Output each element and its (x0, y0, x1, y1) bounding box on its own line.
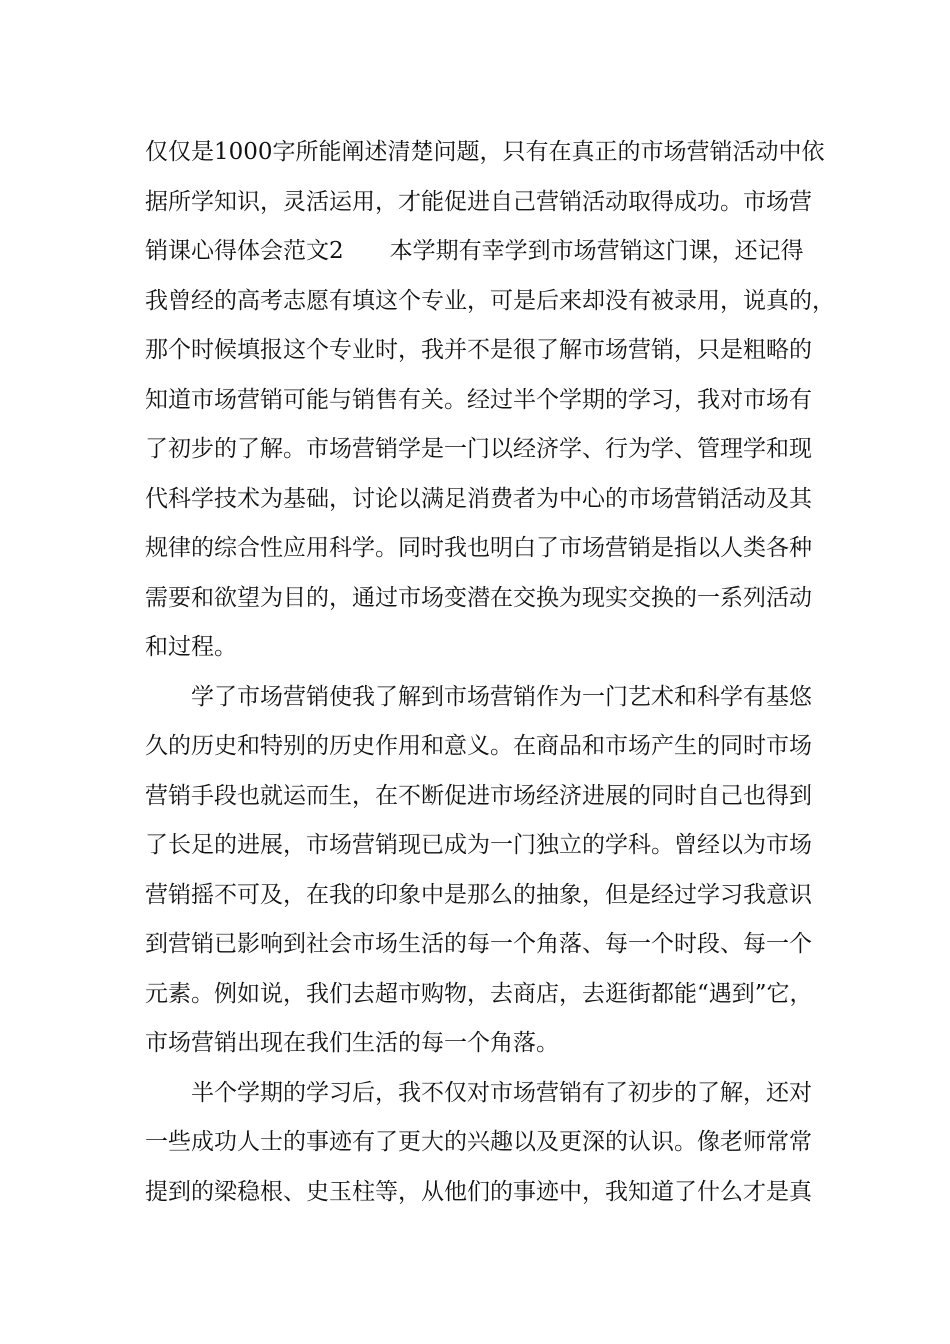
text-line: 久的历史和特别的历史作用和意义。在商品和市场产生的同时市场 (145, 733, 812, 759)
text-line: 营销摇不可及，在我的印象中是那么的抽象，但是经过学习我意识 (145, 881, 812, 908)
text-line: 我曾经的高考志愿有填这个专业，可是后来却没有被录用，说真的， (145, 287, 835, 314)
text-line: 提到的梁稳根、史玉柱等，从他们的事迹中，我知道了什么才是真 (145, 1178, 812, 1205)
text-line: 市场营销出现在我们生活的每一个角落。 (145, 1030, 559, 1056)
text-line: 了初步的了解。市场营销学是一门以经济学、行为学、管理学和现 (145, 436, 812, 462)
text-line: 那个时候填报这个专业时，我并不是很了解市场营销，只是粗略的 (145, 337, 812, 363)
text-line: 代科学技术为基础，讨论以满足消费者为中心的市场营销活动及其 (145, 485, 812, 512)
text-line: 营销手段也就运而生，在不断促进市场经济进展的同时自己也得到 (145, 782, 812, 809)
text-line: 了长足的进展，市场营销现已成为一门独立的学科。曾经以为市场 (145, 832, 812, 858)
text-line: 知道市场营销可能与销售有关。经过半个学期的学习，我对市场有 (145, 386, 812, 413)
text-line: 和过程。 (145, 634, 237, 660)
text-line: 到营销已影响到社会市场生活的每一个角落、每一个时段、每一个 (145, 931, 812, 957)
text-line: 仅仅是1000字所能阐述清楚问题，只有在真正的市场营销活动中依 (145, 139, 825, 165)
text-line: 元素。例如说，我们去超市购物，去商店，去逛街都能“遇到”它， (145, 980, 813, 1007)
text-line: 一些成功人士的事迹有了更大的兴趣以及更深的认识。像老师常常 (145, 1129, 812, 1155)
document-body (145, 128, 845, 1217)
text-line: 销课心得体会范文2 本学期有幸学到市场营销这门课，还记得 (145, 238, 804, 264)
paragraph-start-line: 学了市场营销使我了解到市场营销作为一门艺术和科学有基悠 (191, 683, 812, 710)
paragraph-start-line: 半个学期的学习后，我不仅对市场营销有了初步的了解，还对 (191, 1079, 812, 1106)
text-line: 据所学知识，灵活运用，才能促进自己营销活动取得成功。市场营 (145, 188, 812, 215)
text-line: 需要和欲望为目的，通过市场变潜在交换为现实交换的一系列活动 (145, 584, 812, 611)
text-line: 规律的综合性应用科学。同时我也明白了市场营销是指以人类各种 (145, 535, 812, 561)
